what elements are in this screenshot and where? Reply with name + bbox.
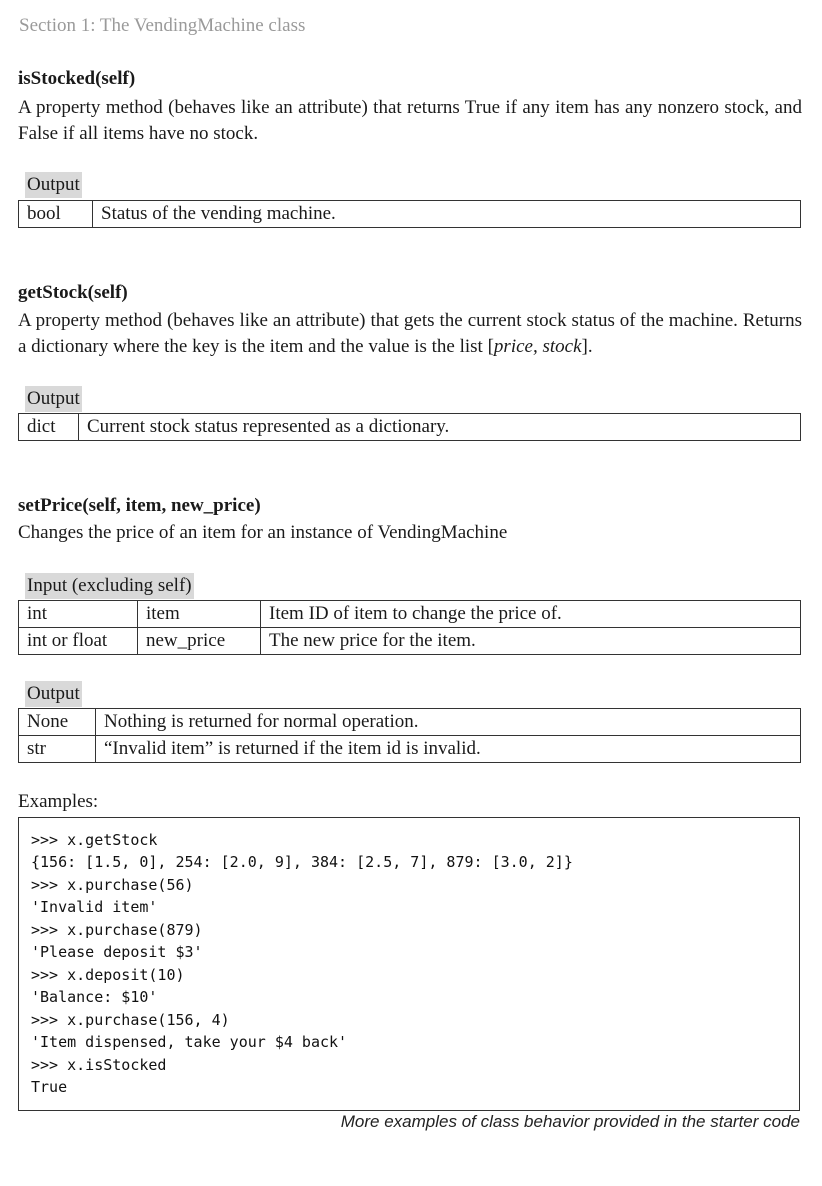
code-line: 'Balance: $10' [31, 988, 158, 1006]
output-type-cell: dict [19, 414, 79, 441]
method-description-isstocked: A property method (behaves like an attribute) that returns True if any item has any nonzero stock, and False if all items have no stock. [18, 97, 802, 144]
method-description-getstock [18, 308, 802, 360]
output-label-setprice: Output [25, 681, 82, 707]
code-line: >>> x.getStock [31, 831, 158, 849]
table-row [19, 414, 801, 441]
method-description-setprice: Changes the price of an item for an instance of VendingMachine [18, 522, 508, 543]
code-line: 'Please deposit $3' [31, 943, 203, 961]
output-description-cell: Status of the vending machine. [93, 201, 801, 228]
description-text: A property method (behaves like an attribute) that gets the current stock status of the machine. Returns a dictionary where the key is the item and the value is the list [ [18, 310, 802, 357]
method-title-setprice: setPrice(self, item, new_price) [18, 495, 261, 516]
output-description-cell: “Invalid item” is returned if the item id is invalid. [96, 736, 801, 763]
output-label-isstocked: Output [25, 172, 82, 198]
table-row [19, 601, 801, 628]
output-type-cell: None [19, 709, 96, 736]
input-description-cell: Item ID of item to change the price of. [261, 601, 801, 628]
output-table-getstock [18, 413, 801, 441]
output-table-setprice [18, 708, 801, 763]
output-type-cell: bool [19, 201, 93, 228]
input-table-setprice [18, 600, 801, 655]
table-row [19, 628, 801, 655]
code-line: >>> x.purchase(156, 4) [31, 1011, 230, 1029]
method-title-getstock: getStock(self) [18, 282, 128, 303]
table-row [19, 201, 801, 228]
input-type-cell: int or float [19, 628, 138, 655]
table-row [19, 709, 801, 736]
input-type-cell: int [19, 601, 138, 628]
code-line: >>> x.purchase(879) [31, 921, 203, 939]
code-line: True [31, 1078, 68, 1096]
code-line: 'Invalid item' [31, 898, 158, 916]
examples-label: Examples: [18, 791, 99, 812]
output-description-cell: Nothing is returned for normal operation. [96, 709, 801, 736]
code-line: 'Item dispensed, take your $4 back' [31, 1033, 348, 1051]
input-description-cell: The new price for the item. [261, 628, 801, 655]
description-text: ]. [581, 336, 593, 357]
input-name-cell: new_price [138, 628, 261, 655]
section-header: Section 1: The VendingMachine class [19, 15, 306, 36]
code-line: >>> x.purchase(56) [31, 876, 194, 894]
output-type-cell: str [19, 736, 96, 763]
input-label-setprice: Input (excluding self) [25, 573, 194, 599]
method-title-isstocked: isStocked(self) [18, 68, 136, 89]
output-table-isstocked [18, 200, 801, 228]
output-label-getstock: Output [25, 386, 82, 412]
output-description-cell: Current stock status represented as a dictionary. [79, 414, 801, 441]
table-row [19, 736, 801, 763]
input-name-cell: item [138, 601, 261, 628]
code-line: >>> x.isStocked [31, 1056, 167, 1074]
description-italic-text: price, stock [493, 336, 582, 357]
code-example-box [18, 817, 800, 1111]
code-line: {156: [1.5, 0], 254: [2.0, 9], 384: [2.5, 7], 879: [3.0, 2]} [31, 853, 573, 871]
footer-note: More examples of class behavior provided in the starter code [340, 1112, 800, 1131]
code-line: >>> x.deposit(10) [31, 966, 185, 984]
